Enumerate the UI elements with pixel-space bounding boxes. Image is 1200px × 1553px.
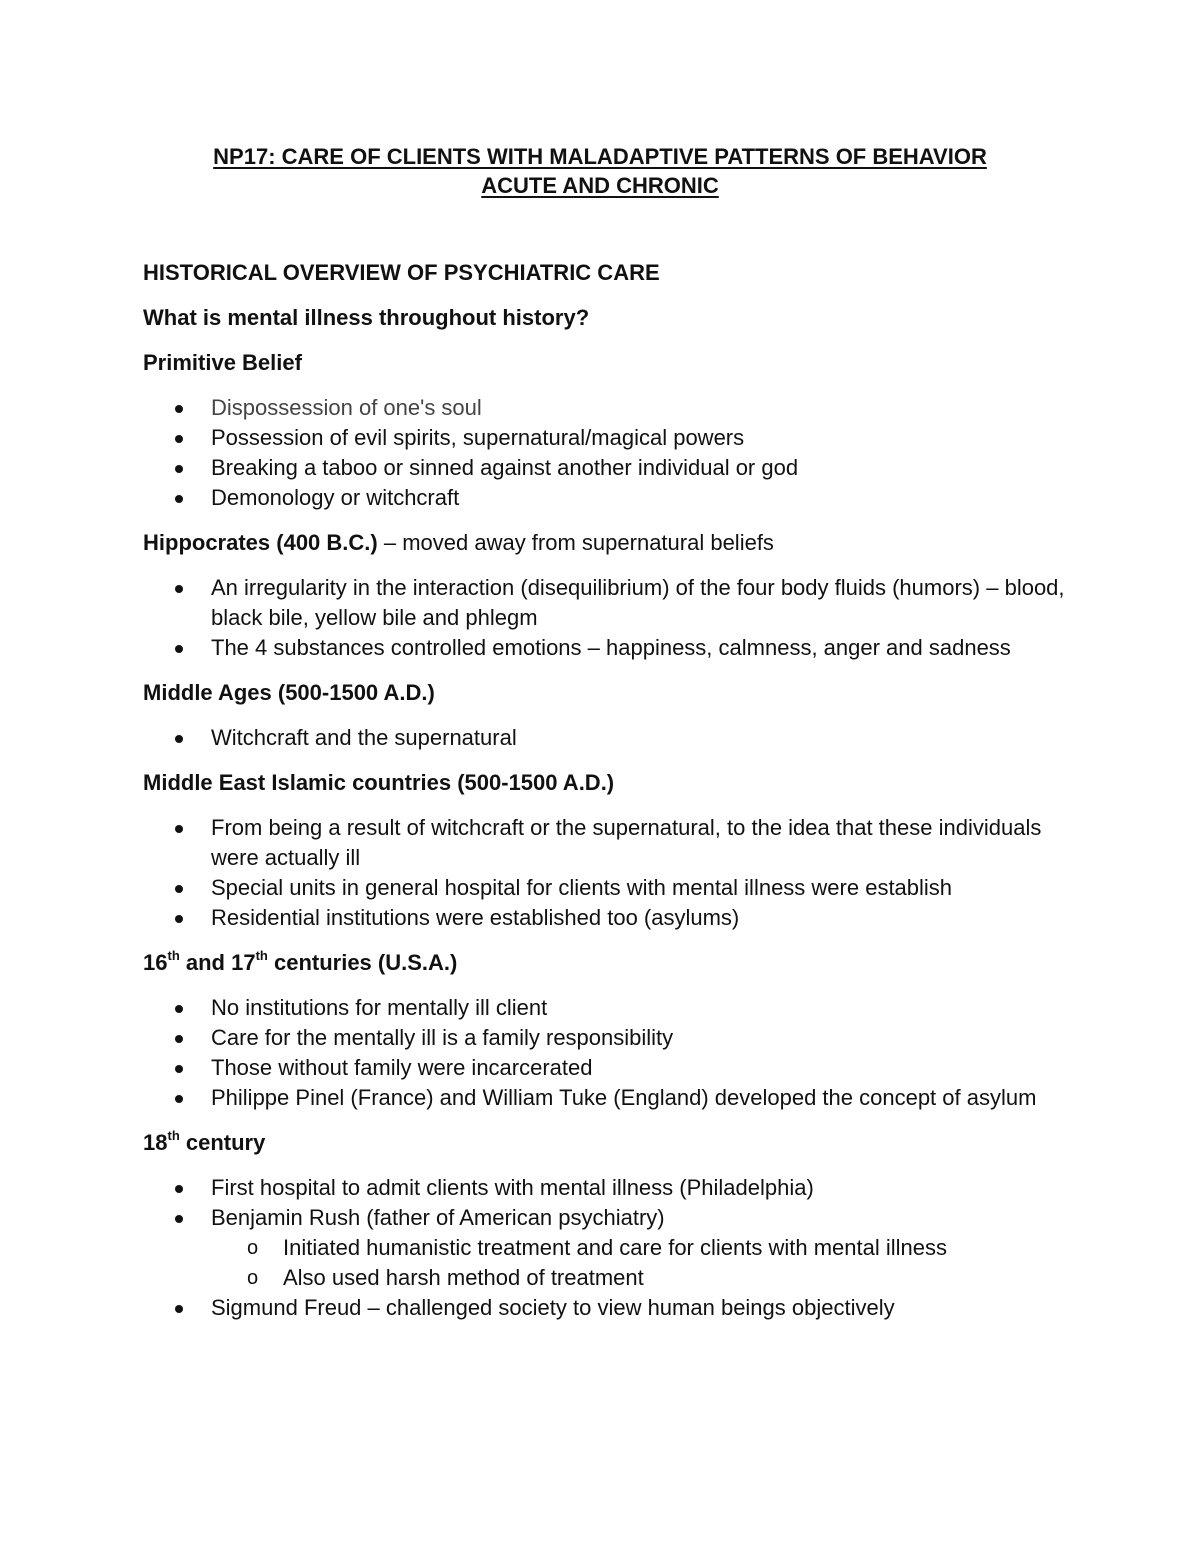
- bullet-dot-icon: [175, 1035, 183, 1043]
- bullet-dot-icon: [175, 1215, 183, 1223]
- bullet-dot-icon: [175, 915, 183, 923]
- bullet-dot-icon: [175, 1095, 183, 1103]
- heading-middle-ages: Middle Ages (500-1500 A.D.): [143, 680, 435, 705]
- list-item: Breaking a taboo or sinned against another individual or god: [143, 453, 1083, 483]
- heading-18th-century: 18th century: [143, 1127, 266, 1155]
- list-item: Residential institutions were established too (asylums): [143, 903, 1083, 933]
- list-item: Those without family were incarcerated: [143, 1053, 1083, 1083]
- bullet-dot-icon: [175, 885, 183, 893]
- title-line-1: NP17: CARE OF CLIENTS WITH MALADAPTIVE PATTERNS OF BEHAVIOR: [213, 144, 987, 169]
- bullet-dot-icon: [175, 1305, 183, 1313]
- title-line-2: ACUTE AND CHRONIC: [481, 173, 719, 198]
- list-item: Care for the mentally ill is a family responsibility: [143, 1023, 1083, 1053]
- list-primitive-belief: [143, 393, 1083, 513]
- list-item: Philippe Pinel (France) and William Tuke (England) developed the concept of asylum: [143, 1083, 1083, 1113]
- heading-16th-17th-centuries: 16th and 17th centuries (U.S.A.): [143, 947, 458, 975]
- question-heading: What is mental illness throughout history?: [143, 305, 590, 330]
- bullet-dot-icon: [175, 825, 183, 833]
- list-middle-ages: [143, 723, 1083, 753]
- list-item: Possession of evil spirits, supernatural/magical powers: [143, 423, 1083, 453]
- sub-bullet-circle-icon: o: [247, 1237, 259, 1259]
- list-item: Special units in general hospital for clients with mental illness were establish: [143, 873, 1083, 903]
- list-item: Sigmund Freud – challenged society to view human beings objectively: [143, 1293, 1083, 1323]
- list-item: Dispossession of one's soul: [143, 393, 1083, 423]
- bullet-dot-icon: [175, 1065, 183, 1073]
- list-middle-east: [143, 813, 1083, 933]
- sub-list-item: o Also used harsh method of treatment: [211, 1263, 1083, 1293]
- bullet-dot-icon: [175, 495, 183, 503]
- list-18th-century: [143, 1173, 1083, 1323]
- bullet-dot-icon: [175, 1185, 183, 1193]
- bullet-dot-icon: [175, 645, 183, 653]
- list-hippocrates: [143, 573, 1083, 663]
- list-item: Demonology or witchcraft: [143, 483, 1083, 513]
- bullet-dot-icon: [175, 435, 183, 443]
- section-title: HISTORICAL OVERVIEW OF PSYCHIATRIC CARE: [143, 260, 660, 285]
- bullet-dot-icon: [175, 1005, 183, 1013]
- document-title: [0, 142, 1200, 200]
- sub-list-item: o Initiated humanistic treatment and care for clients with mental illness: [211, 1233, 1083, 1263]
- list-item: Benjamin Rush (father of American psychiatry) o Initiated humanistic treatment and care for clients with mental illness o Also used harsh method of treatment: [143, 1203, 1083, 1293]
- list-item: An irregularity in the interaction (disequilibrium) of the four body fluids (humors) – blood, black bile, yellow bile and phlegm: [143, 573, 1083, 633]
- bullet-dot-icon: [175, 465, 183, 473]
- bullet-dot-icon: [175, 405, 183, 413]
- sublist-benjamin-rush: [211, 1233, 1083, 1293]
- list-item: From being a result of witchcraft or the supernatural, to the idea that these individuals were actually ill: [143, 813, 1083, 873]
- heading-primitive-belief: Primitive Belief: [143, 350, 302, 375]
- list-item: The 4 substances controlled emotions – happiness, calmness, anger and sadness: [143, 633, 1083, 663]
- bullet-dot-icon: [175, 585, 183, 593]
- list-item: Witchcraft and the supernatural: [143, 723, 1083, 753]
- document-body: [143, 258, 1083, 1338]
- list-item: First hospital to admit clients with mental illness (Philadelphia): [143, 1173, 1083, 1203]
- list-item: No institutions for mentally ill client: [143, 993, 1083, 1023]
- heading-middle-east: Middle East Islamic countries (500-1500 A.D.): [143, 770, 615, 795]
- list-16th-17th-centuries: [143, 993, 1083, 1113]
- heading-hippocrates: Hippocrates (400 B.C.) – moved away from supernatural beliefs: [143, 530, 774, 555]
- bullet-dot-icon: [175, 735, 183, 743]
- sub-bullet-circle-icon: o: [247, 1267, 259, 1289]
